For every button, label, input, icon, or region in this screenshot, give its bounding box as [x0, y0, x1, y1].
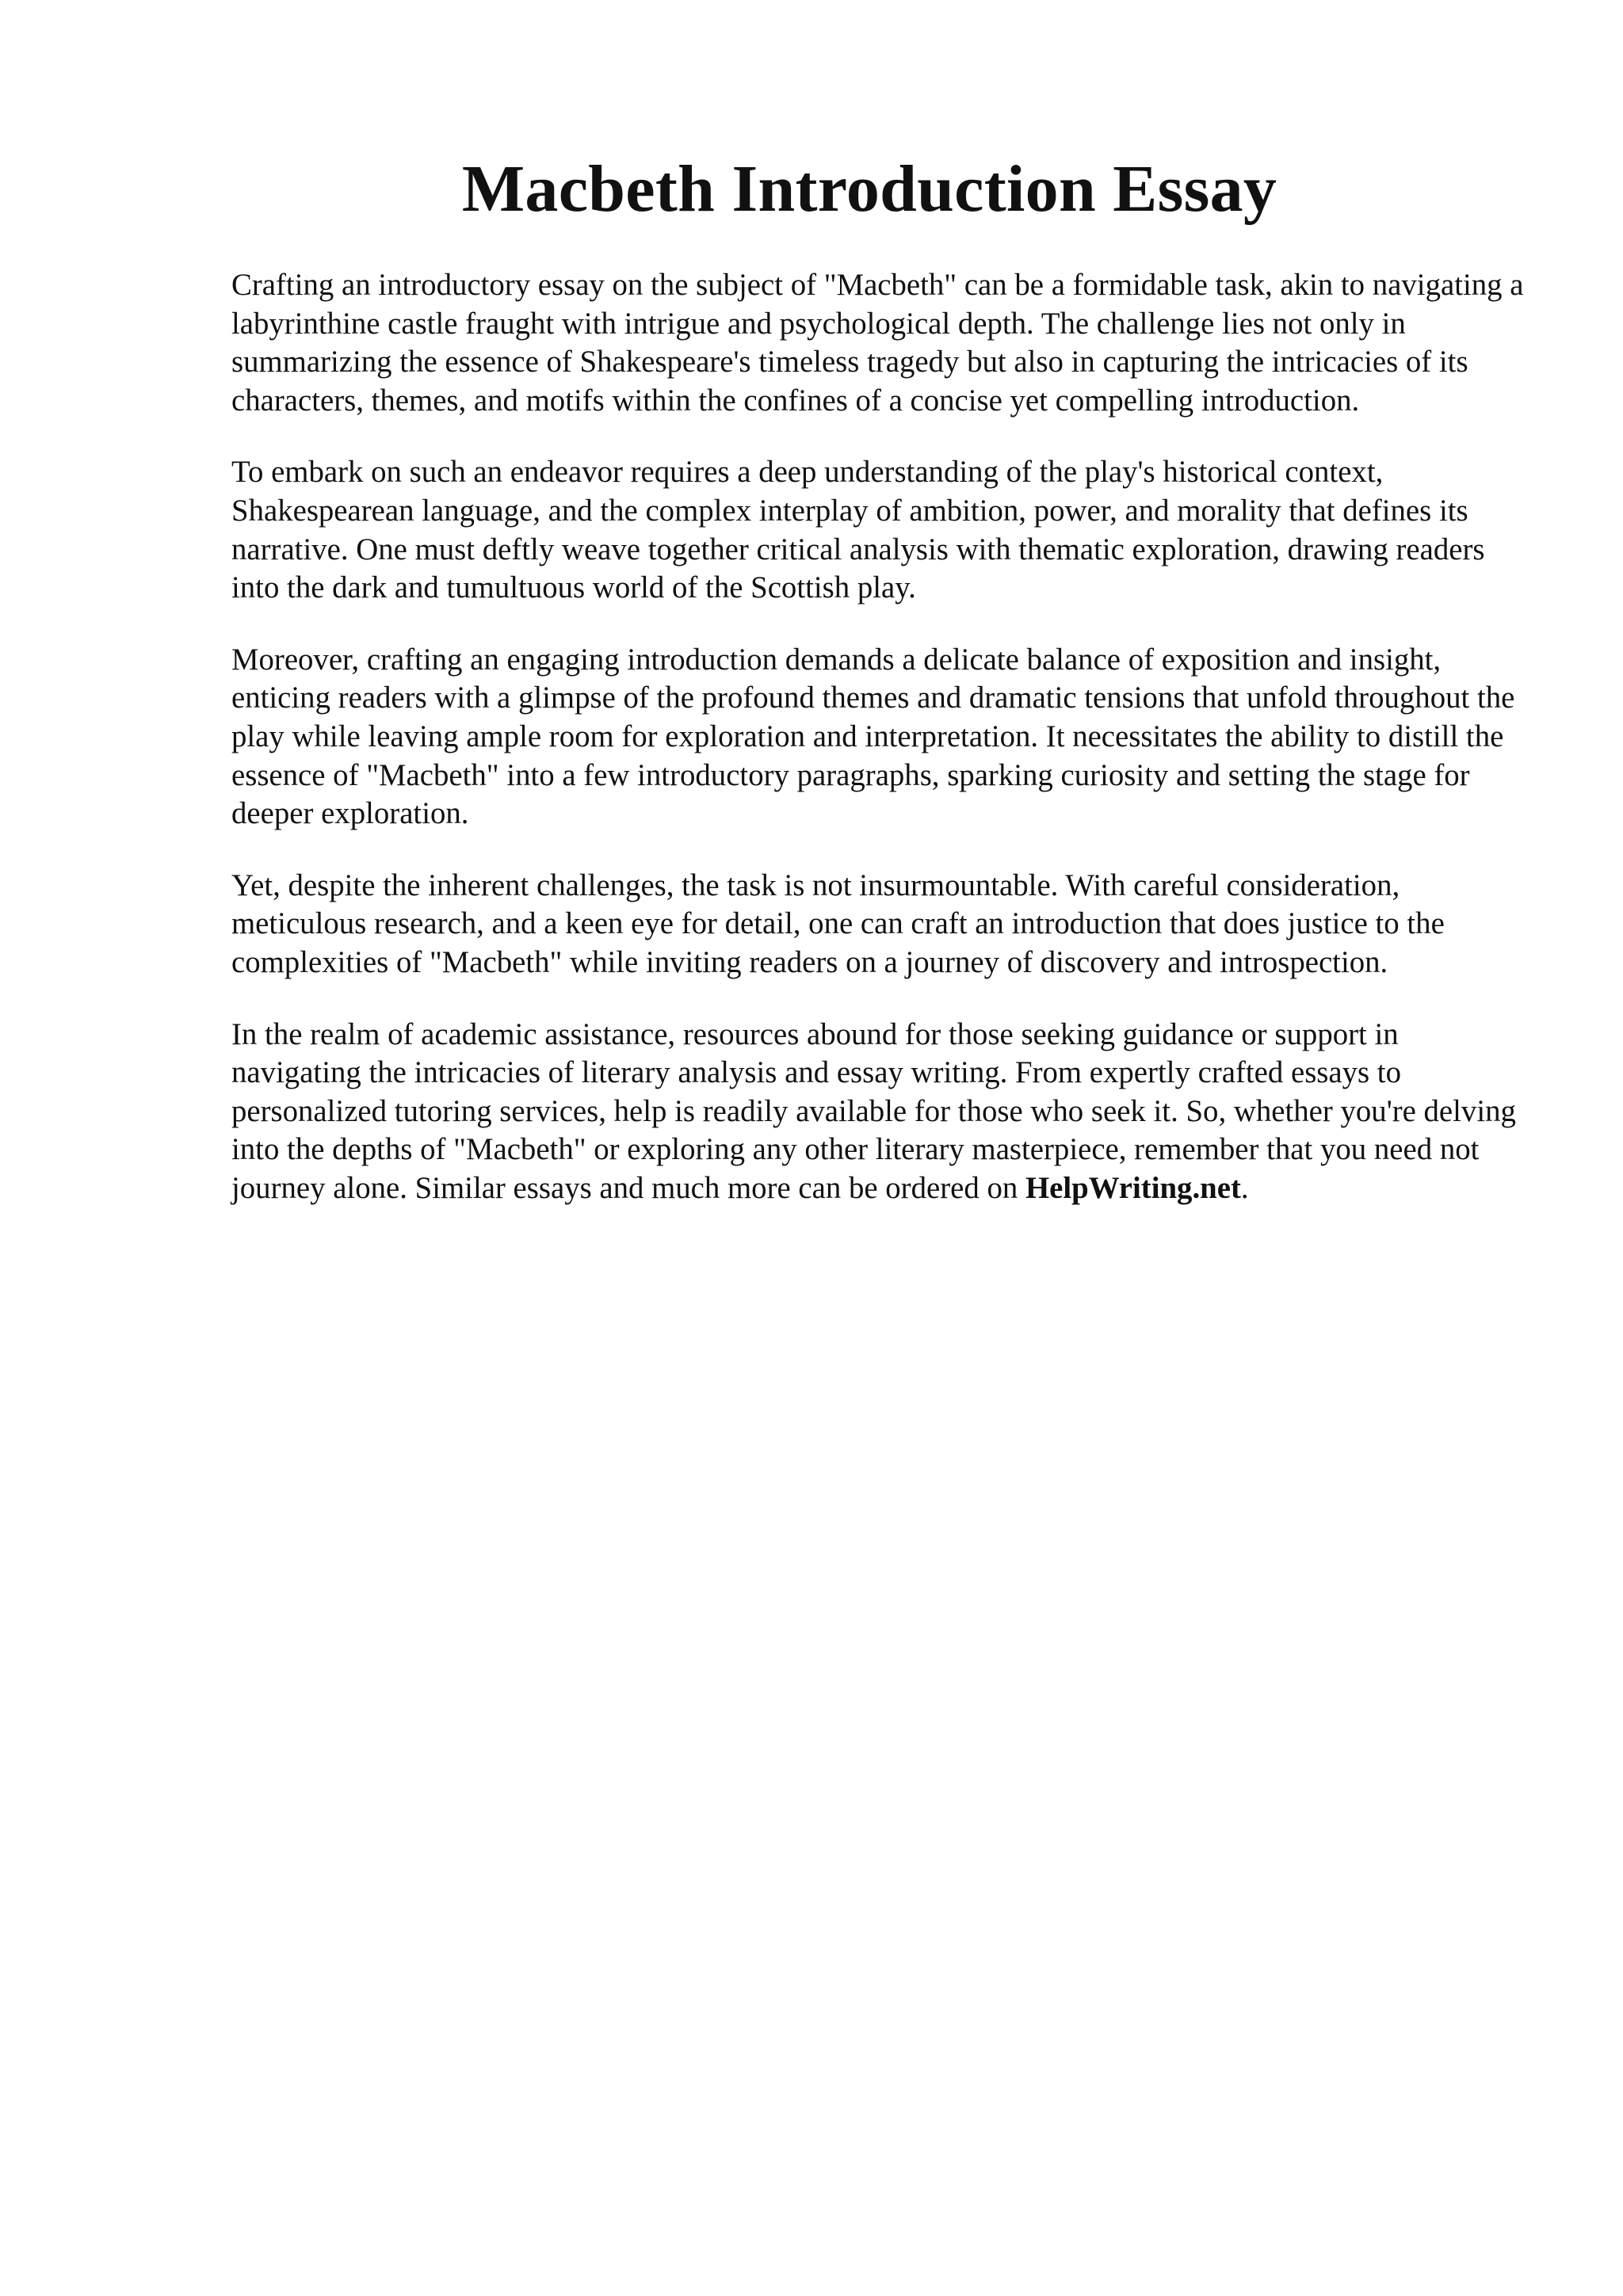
paragraph-5	[231, 1016, 1531, 1208]
paragraph-3: Moreover, crafting an engaging introduction demands a delicate balance of exposition and insight, enticing readers with a glimpse of the profound themes and dramatic tensions that unfold throughout the play while leaving ample room for exploration and interpretation. It necessitates the ability to distill the essence of "Macbeth" into a few introductory paragraphs, sparking curiosity and setting the stage for deeper exploration.	[231, 642, 1515, 831]
paragraph-5-end: .	[1240, 1170, 1249, 1205]
paragraph-1: Crafting an introductory essay on the subject of "Macbeth" can be a formidable task, akin to navigating a labyrinthine castle fraught with intrigue and psychological depth. The challenge lies not only in summarizing the essence of Shakespeare's timeless tragedy but also in capturing the intricacies of its characters, themes, and motifs within the confines of a concise yet compelling introduction.	[231, 268, 1524, 418]
brand-link[interactable]: HelpWriting.net	[1025, 1170, 1241, 1205]
paragraph-4: Yet, despite the inherent challenges, the task is not insurmountable. With careful consideration, meticulous research, and a keen eye for detail, one can craft an introduction that does justice to the complexities of "Macbeth" while inviting readers on a journey of discovery and introspection.	[231, 868, 1445, 979]
paragraph-2: To embark on such an endeavor requires a deep understanding of the play's historical context, Shakespearean language, and the complex interplay of ambition, power, and morality that defines its narrative. One must deftly weave together critical analysis with thematic exploration, drawing readers into the dark and tumultuous world of the Scottish play.	[231, 455, 1485, 605]
essay-body	[231, 266, 1531, 1241]
page-title: Macbeth Introduction Essay	[461, 152, 1277, 226]
paragraph-5-text: In the realm of academic assistance, resources abound for those seeking guidance or support in navigating the intricacies of literary analysis and essay writing. From expertly crafted essays to personalized tutoring services, help is readily available for those who seek it. So, whether you're delving into the depths of "Macbeth" or exploring any other literary masterpiece, remember that you need not journey alone. Similar essays and much more can be ordered on	[231, 1016, 1516, 1205]
